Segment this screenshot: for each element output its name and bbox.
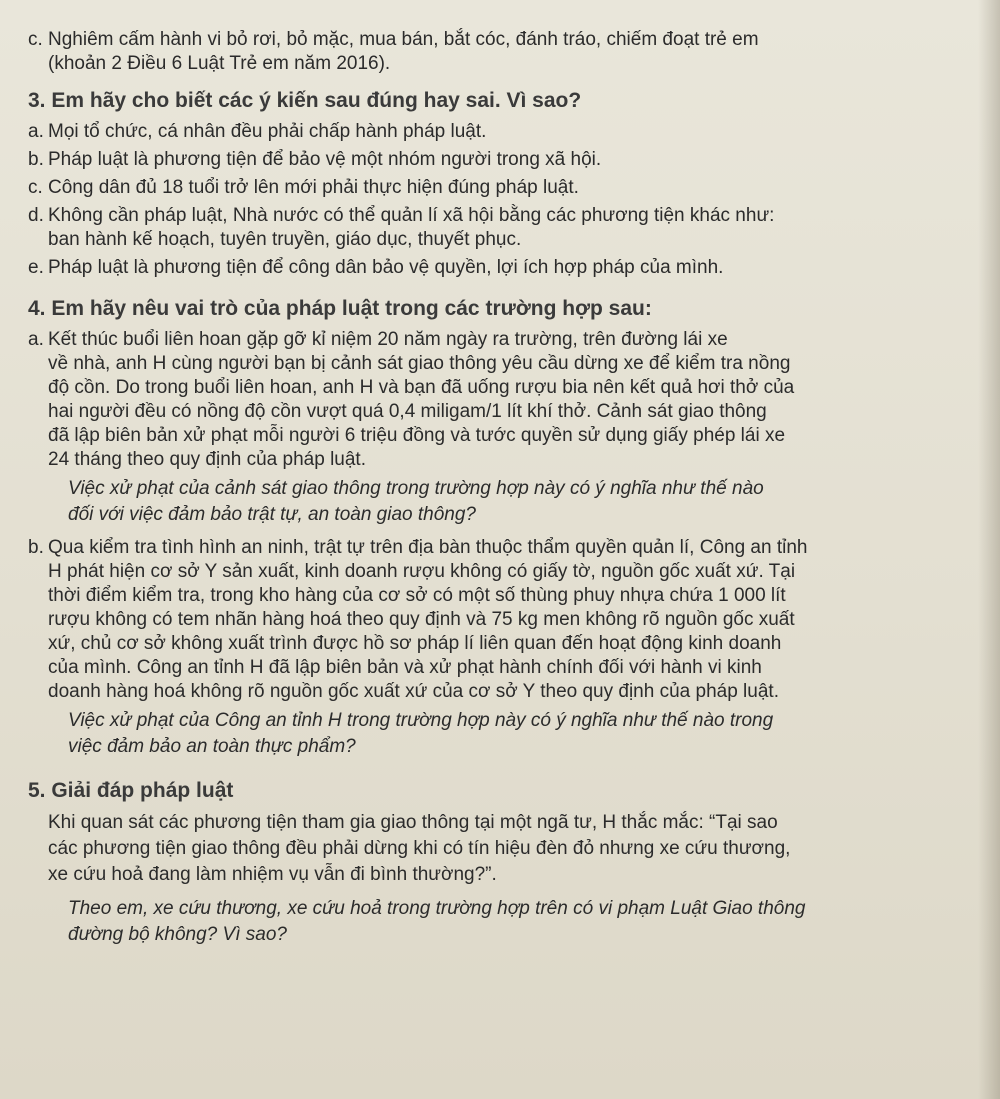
question-3-items	[28, 120, 976, 280]
q4-case-a	[28, 328, 976, 528]
case-b-question	[28, 708, 976, 760]
case-text-line: rượu không có tem nhãn hàng hoá theo quy định và 75 kg men không rõ nguồn gốc xuất	[48, 609, 795, 630]
page-edge-shadow	[978, 0, 1000, 1099]
case-a-question	[28, 476, 976, 528]
case-text-line: hai người đều có nồng độ cồn vượt quá 0,4 miligam/1 lít khí thở. Cảnh sát giao thông	[48, 401, 767, 422]
scenario-line: các phương tiện giao thông đều phải dừng khi có tín hiệu đèn đỏ nhưng xe cứu thương,	[48, 838, 791, 859]
q5-question	[28, 896, 976, 948]
case-text-line: Qua kiểm tra tình hình an ninh, trật tự trên địa bàn thuộc thẩm quyền quản lí, Công an tỉnh	[48, 537, 808, 558]
item-text: Pháp luật là phương tiện để bảo vệ một nhóm người trong xã hội.	[48, 149, 602, 170]
item-text: Nghiêm cấm hành vi bỏ rơi, bỏ mặc, mua bán, bắt cóc, đánh tráo, chiếm đoạt trẻ em	[48, 29, 759, 50]
q3-item-b	[28, 148, 976, 172]
q3-item-e	[28, 256, 976, 280]
case-text-line: đã lập biên bản xử phạt mỗi người 6 triệu đồng và tước quyền sử dụng giấy phép lái xe	[48, 425, 786, 446]
item-text: Mọi tổ chức, cá nhân đều phải chấp hành pháp luật.	[48, 121, 487, 142]
item-text-cont: (khoản 2 Điều 6 Luật Trẻ em năm 2016).	[48, 53, 391, 74]
case-text-line: về nhà, anh H cùng người bạn bị cảnh sát giao thông yêu cầu dừng xe để kiểm tra nồng	[48, 353, 791, 374]
question-line: đối với việc đảm bảo trật tự, an toàn giao thông?	[68, 504, 476, 525]
q3-item-c	[28, 176, 976, 200]
item-text: Công dân đủ 18 tuổi trở lên mới phải thực hiện đúng pháp luật.	[48, 177, 579, 198]
item-label: c.	[28, 29, 43, 50]
case-text-line: thời điểm kiểm tra, trong kho hàng của cơ sở có một số thùng phuy nhựa chứa 1 000 lít	[48, 585, 786, 606]
question-5-title: 5. Giải đáp pháp luật	[28, 779, 234, 802]
case-text-line: 24 tháng theo quy định của pháp luật.	[48, 449, 366, 470]
item-text: Không cần pháp luật, Nhà nước có thể quản lí xã hội bằng các phương tiện khác như:	[48, 205, 775, 226]
page-content	[28, 28, 976, 956]
case-text-line: của mình. Công an tỉnh H đã lập biên bản và xử phạt hành chính đối với hành vi kinh	[48, 657, 762, 678]
question-line: đường bộ không? Vì sao?	[68, 924, 287, 945]
q5-scenario	[28, 810, 976, 888]
prev-item-c	[28, 28, 976, 76]
item-text: Pháp luật là phương tiện để công dân bảo vệ quyền, lợi ích hợp pháp của mình.	[48, 257, 724, 278]
scenario-line: xe cứu hoả đang làm nhiệm vụ vẫn đi bình thường?”.	[48, 864, 497, 885]
question-line: Việc xử phạt của Công an tỉnh H trong trường hợp này có ý nghĩa như thế nào trong	[68, 710, 774, 731]
item-label: e.	[28, 257, 44, 278]
question-line: Việc xử phạt của cảnh sát giao thông trong trường hợp này có ý nghĩa như thế nào	[68, 478, 764, 499]
case-text-line: độ cồn. Do trong buổi liên hoan, anh H và bạn đã uống rượu bia nên kết quả hơi thở của	[48, 377, 795, 398]
item-label: c.	[28, 177, 43, 198]
item-label: b.	[28, 149, 44, 170]
question-3-title: 3. Em hãy cho biết các ý kiến sau đúng hay sai. Vì sao?	[28, 89, 582, 112]
case-text-line: H phát hiện cơ sở Y sản xuất, kinh doanh rượu không có giấy tờ, nguồn gốc xuất xứ. Tại	[48, 561, 796, 582]
item-label: d.	[28, 205, 44, 226]
question-4-title: 4. Em hãy nêu vai trò của pháp luật trong các trường hợp sau:	[28, 297, 652, 320]
case-text-line: Kết thúc buổi liên hoan gặp gỡ kỉ niệm 20 năm ngày ra trường, trên đường lái xe	[48, 329, 728, 350]
scenario-line: Khi quan sát các phương tiện tham gia giao thông tại một ngã tư, H thắc mắc: “Tại sao	[48, 812, 778, 833]
case-text-line: doanh hàng hoá không rõ nguồn gốc xuất xứ của cơ sở Y theo quy định của pháp luật.	[48, 681, 779, 702]
case-text-line: xứ, chủ cơ sở không xuất trình được hồ sơ pháp lí liên quan đến hoạt động kinh doanh	[48, 633, 782, 654]
item-label: a.	[28, 121, 44, 142]
question-line: việc đảm bảo an toàn thực phẩm?	[68, 736, 356, 757]
q4-case-b	[28, 536, 976, 760]
question-line: Theo em, xe cứu thương, xe cứu hoả trong trường hợp trên có vi phạm Luật Giao thông	[68, 898, 806, 919]
item-text-cont: ban hành kế hoạch, tuyên truyền, giáo dục, thuyết phục.	[48, 229, 522, 250]
item-label: a.	[28, 329, 44, 350]
item-label: b.	[28, 537, 44, 558]
q3-item-a	[28, 120, 976, 144]
q3-item-d	[28, 204, 976, 252]
